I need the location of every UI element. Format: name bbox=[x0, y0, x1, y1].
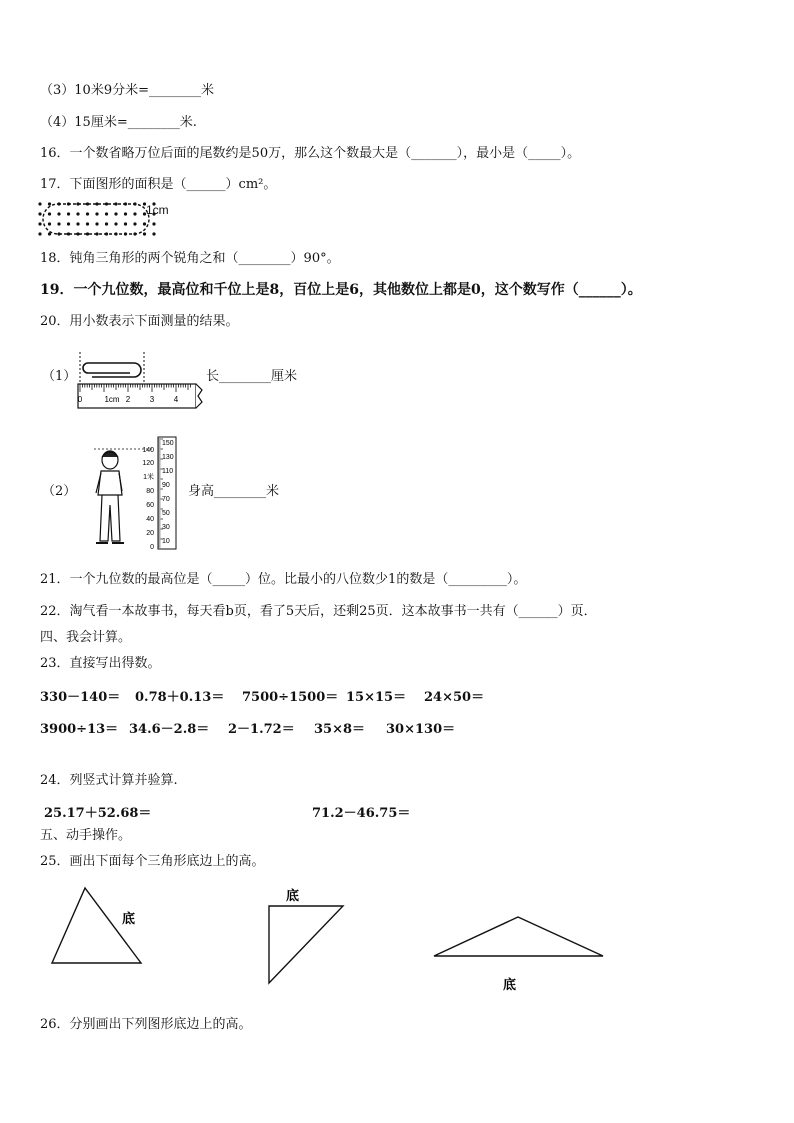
dot-grid bbox=[38, 202, 155, 235]
grid-dot bbox=[38, 222, 41, 225]
grid-dot bbox=[48, 202, 51, 205]
grid-dot bbox=[57, 212, 60, 215]
q17-dot-grid-figure bbox=[34, 198, 194, 244]
scale-left-label: 80 bbox=[146, 488, 154, 495]
q23-item: 7500÷1500＝ bbox=[242, 690, 339, 705]
q20-1-answer-line: 长________厘米 bbox=[206, 369, 298, 384]
grid-dot bbox=[48, 232, 51, 235]
ruler-label-4: 4 bbox=[173, 395, 179, 404]
scale-right-label: 110 bbox=[162, 468, 174, 475]
scale-right-label: 50 bbox=[162, 510, 170, 517]
q16-line: 16．一个数省略万位后面的尾数约是50万，那么这个数最大是（_______），最小是（_____）。 bbox=[40, 146, 581, 161]
grid-dot bbox=[124, 212, 127, 215]
ruler-label-2: 2 bbox=[125, 395, 131, 404]
grid-dot bbox=[38, 212, 41, 215]
grid-dot bbox=[152, 222, 155, 225]
q23-item: 30×130＝ bbox=[386, 722, 456, 737]
scale-right-label: 10 bbox=[162, 538, 170, 545]
triangle-right bbox=[269, 906, 343, 983]
grid-dot bbox=[67, 212, 70, 215]
grid-dot bbox=[95, 212, 98, 215]
scale-right-label: 30 bbox=[162, 524, 170, 531]
scale-left-label: 20 bbox=[146, 530, 154, 537]
grid-dot bbox=[143, 222, 146, 225]
scale-right-label: 130 bbox=[162, 454, 174, 461]
grid-dot bbox=[95, 222, 98, 225]
scale-left-label: 120 bbox=[142, 460, 154, 467]
grid-dot bbox=[38, 202, 41, 205]
grid-dot bbox=[105, 222, 108, 225]
q20-1-tag: （1） bbox=[42, 369, 77, 384]
q18-line: 18．钝角三角形的两个锐角之和（________）90°。 bbox=[40, 251, 340, 266]
q23-item: 330－140＝ bbox=[40, 690, 121, 705]
q23-item: 0.78＋0.13＝ bbox=[135, 690, 225, 705]
ruler-torn-edge bbox=[196, 384, 202, 408]
scale-left-label: 40 bbox=[146, 516, 154, 523]
q24-line: 24．列竖式计算并验算. bbox=[40, 773, 178, 788]
q25-triangles-figure bbox=[40, 880, 620, 995]
q25-line: 25．画出下面每个三角形底边上的高。 bbox=[40, 854, 265, 869]
grid-dot bbox=[48, 222, 51, 225]
triangle-2-base-label: 底 bbox=[286, 888, 300, 903]
ruler-body bbox=[78, 384, 196, 408]
q23-item: 3900÷13＝ bbox=[40, 722, 119, 737]
q23-item: 34.6－2.8＝ bbox=[129, 722, 210, 737]
section-5-heading: 五、动手操作。 bbox=[40, 828, 132, 843]
ruler-label-0: 0 bbox=[77, 395, 83, 404]
grid-dot bbox=[48, 212, 51, 215]
q23-item: 15×15＝ bbox=[346, 690, 407, 705]
q23-item: 2－1.72＝ bbox=[228, 722, 295, 737]
q17-shape-outline bbox=[43, 204, 149, 234]
height-scale-left-labels bbox=[142, 447, 154, 551]
scale-left-label: 140 bbox=[142, 447, 154, 454]
grid-dot bbox=[133, 212, 136, 215]
q17-line: 17．下面图形的面积是（______）cm²。 bbox=[40, 177, 277, 192]
triangle-obtuse bbox=[434, 917, 603, 956]
q24-item: 25.17＋52.68＝ bbox=[44, 806, 152, 821]
q20-2-tag: （2） bbox=[42, 484, 77, 499]
q24-item: 71.2－46.75＝ bbox=[312, 806, 411, 821]
scale-left-label: 1米 bbox=[143, 474, 154, 481]
triangle-1-base-label: 底 bbox=[122, 911, 136, 926]
scale-right-label: 70 bbox=[162, 496, 170, 503]
q20-height-figure bbox=[84, 433, 184, 553]
q23-item: 35×8＝ bbox=[314, 722, 366, 737]
scale-right-label: 90 bbox=[162, 482, 170, 489]
paper-clip-icon bbox=[83, 363, 141, 377]
q20-ruler-figure bbox=[74, 350, 206, 412]
grid-dot bbox=[105, 212, 108, 215]
section-4-heading: 四、我会计算。 bbox=[40, 630, 132, 645]
q22-line: 22．淘气看一本故事书，每天看b页，看了5天后，还剩25页．这本故事书一共有（______）页． bbox=[40, 604, 597, 619]
q17-unit-label: 1cm bbox=[146, 203, 169, 217]
grid-dot bbox=[38, 232, 41, 235]
q20-2-answer-line: 身高________米 bbox=[188, 484, 280, 499]
scale-left-label: 60 bbox=[146, 502, 154, 509]
grid-dot bbox=[86, 222, 89, 225]
q15-3-line: （3）10米9分米=________米 bbox=[40, 83, 214, 98]
q23-line: 23．直接写出得数。 bbox=[40, 656, 161, 671]
grid-dot bbox=[143, 232, 146, 235]
grid-dot bbox=[67, 222, 70, 225]
ruler-label-1: 1cm bbox=[104, 395, 120, 404]
grid-dot bbox=[57, 222, 60, 225]
q15-4-line: （4）15厘米=________米. bbox=[40, 115, 197, 130]
grid-dot bbox=[114, 222, 117, 225]
q19-line: 19．一个九位数，最高位和千位上是8，百位上是6，其他数位上都是0，这个数写作（______）。 bbox=[40, 282, 642, 298]
grid-dot bbox=[124, 222, 127, 225]
q26-line: 26．分别画出下列图形底边上的高。 bbox=[40, 1017, 252, 1032]
scale-right-label: 150 bbox=[162, 440, 174, 447]
q20-line: 20．用小数表示下面测量的结果。 bbox=[40, 314, 239, 329]
ruler-label-3: 3 bbox=[149, 395, 155, 404]
grid-dot bbox=[152, 232, 155, 235]
boy-figure-icon bbox=[96, 451, 124, 543]
q23-item: 24×50＝ bbox=[424, 690, 485, 705]
grid-dot bbox=[114, 212, 117, 215]
triangle-3-base-label: 底 bbox=[503, 977, 517, 992]
grid-dot bbox=[76, 212, 79, 215]
grid-dot bbox=[76, 222, 79, 225]
q21-line: 21．一个九位数的最高位是（_____）位。比最小的八位数少1的数是（_________）。 bbox=[40, 572, 527, 587]
grid-dot bbox=[86, 212, 89, 215]
grid-dot bbox=[133, 222, 136, 225]
scale-left-label: 0 bbox=[150, 544, 154, 551]
